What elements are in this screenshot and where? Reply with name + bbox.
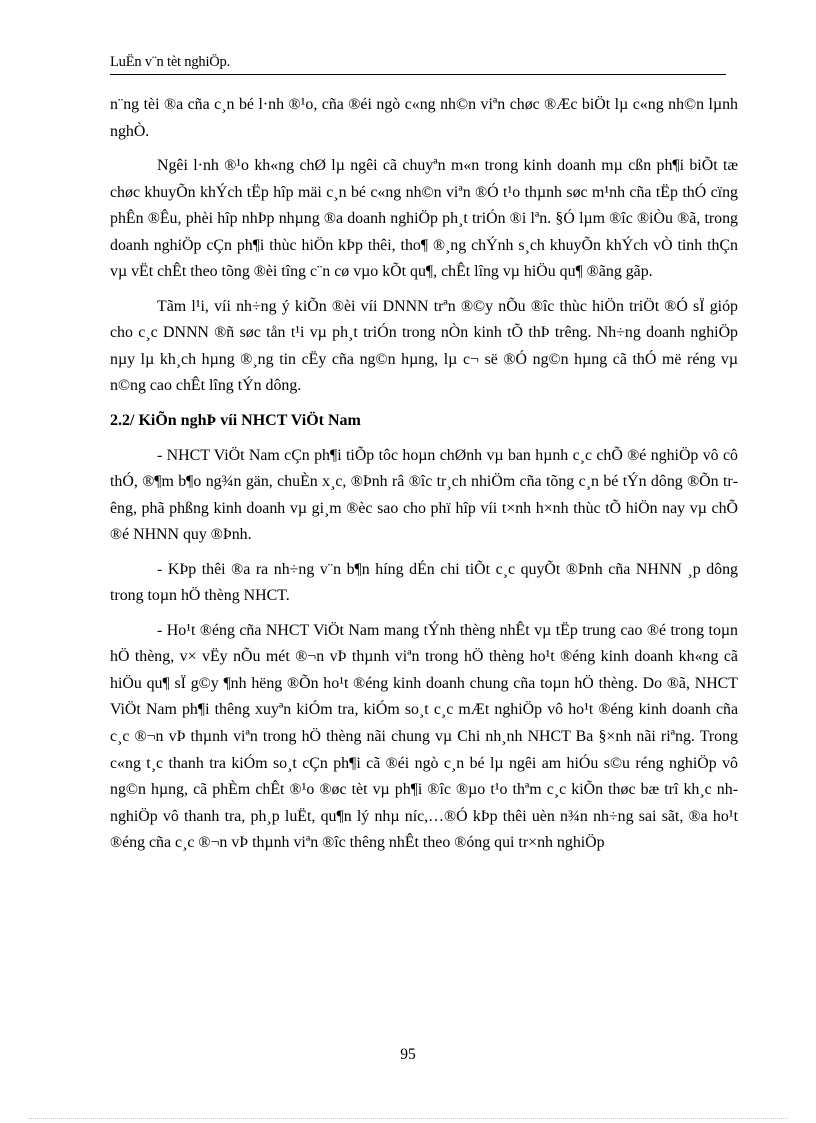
- section-heading: 2.2/ KiÕn nghÞ víi NHCT ViÖt Nam: [110, 412, 361, 430]
- recommendation-item-3: - Ho¹t ®éng cña NHCT ViÖt Nam mang tÝnh thèng nhÊt vµ tËp trung cao ®é trong toµn hÖ thèng, v× vËy nÕu mét ®¬n vÞ thµnh viªn trong hÖ thèng ho¹t ®éng kinh doanh kh«ng cã hiÖu qu¶ sÏ g©y ¶nh hëng ®Õn ho¹t ®éng kinh doanh chung cña toµn hÖ thèng. Do ®ã, NHCT ViÖt Nam ph¶i thêng xuyªn kiÓm tra, kiÓm so¸t c¸c mÆt nghiÖp vô ho¹t ®éng kinh doanh cña c¸c ®¬n vÞ thµnh viªn trong hÖ thèng nãi chung vµ Chi nh¸nh NHCT Ba §×nh nãi riªng. Trong c«ng t¸c thanh tra kiÓm so¸t cÇn ph¶i cã ®éi ngò c¸n bé lµ ngêi am hiÓu s©u réng nghiÖp vô ng©n hµng, cã phÈm chÊt ®¹o ®øc tèt vµ ph¶i ®îc ®µo t¹o thªm c¸c kiÕn thøc bæ trî kh¸c nh nghiÖp vô thanh tra, ph¸p luËt, qu¶n lý nhµ níc,…®Ó kÞp thêi uèn n¾n nh÷ng sai sãt, ®a ho¹t ®éng cña c¸c ®¬n vÞ thµnh viªn ®îc thêng nhÊt theo ®óng qui tr×nh nghiÖp: [110, 621, 738, 852]
- paragraph-continuation: n¨ng tèi ®a cña c¸n bé l·nh ®¹o, cña ®éi ngò c«ng nh©n viªn chøc ®Æc biÖt lµ c«ng nh©n lµnh nghÒ.: [110, 96, 738, 140]
- paragraph-conclusion: Tãm l¹i, víi nh÷ng ý kiÕn ®èi víi DNNN trªn ®©y nÕu ®îc thùc hiÖn triÖt ®Ó sÏ gióp cho c¸c DNNN ®ñ søc tån t¹i vµ ph¸t triÓn trong nÒn kinh tÕ thÞ trêng. Nh÷ng doanh nghiÖp nµy lµ kh¸ch hµng ®¸ng tin cËy cña ng©n hµng, lµ c¬ së ®Ó ng©n hµng cã thÓ më réng vµ n©ng cao chÊt lîng tÝn dông.: [110, 297, 738, 395]
- running-header: LuËn v¨n tèt nghiÖp.: [110, 54, 726, 75]
- paragraph-leadership: Ngêi l·nh ®¹o kh«ng chØ lµ ngêi cã chuyªn m«n trong kinh doanh mµ cßn ph¶i biÕt tæ chøc khuyÕn khÝch tËp hîp mäi c¸n bé c«ng nh©n viªn ®Ó t¹o thµnh søc m¹nh cña tËp thÓ cïng phÊn ®Êu, phèi hîp nhÞp nhµng ®a doanh nghiÖp ph¸t triÓn ®i lªn. §Ó lµm ®îc ®iÒu ®ã, trong doanh nghiÖp cÇn ph¶i thùc hiÖn kÞp thêi, tho¶ ®¸ng chÝnh s¸ch khuyÕn khÝch vÒ tinh thÇn vµ vËt chÊt theo tõng ®èi tîng c¨n cø vµo kÕt qu¶, chÊt lîng vµ hiÖu qu¶ ®ãng gãp.: [110, 157, 738, 281]
- recommendation-item-1: - NHCT ViÖt Nam cÇn ph¶i tiÕp tôc hoµn chØnh vµ ban hµnh c¸c chÕ ®é nghiÖp vô cô thÓ, ®¶m b¶o ng¾n gän, chuÈn x¸c, ®Þnh râ ®îc tr¸ch nhiÖm cña tõng c¸n bé tÝn dông ®Õn trêng, phã phßng kinh doanh vµ gi¸m ®èc sao cho phï hîp víi t×nh h×nh thùc tÕ hiÖn nay vµ chÕ ®é NHNN quy ®Þnh.: [110, 446, 738, 544]
- page-number: 95: [400, 1046, 416, 1063]
- recommendation-item-2: - KÞp thêi ®a ra nh÷ng v¨n b¶n híng dÉn chi tiÕt c¸c quyÕt ®Þnh cña NHNN ¸p dông trong toµn hÖ thèng NHCT.: [110, 560, 738, 605]
- body-text: [110, 92, 738, 865]
- page-bottom-border: [28, 1118, 788, 1119]
